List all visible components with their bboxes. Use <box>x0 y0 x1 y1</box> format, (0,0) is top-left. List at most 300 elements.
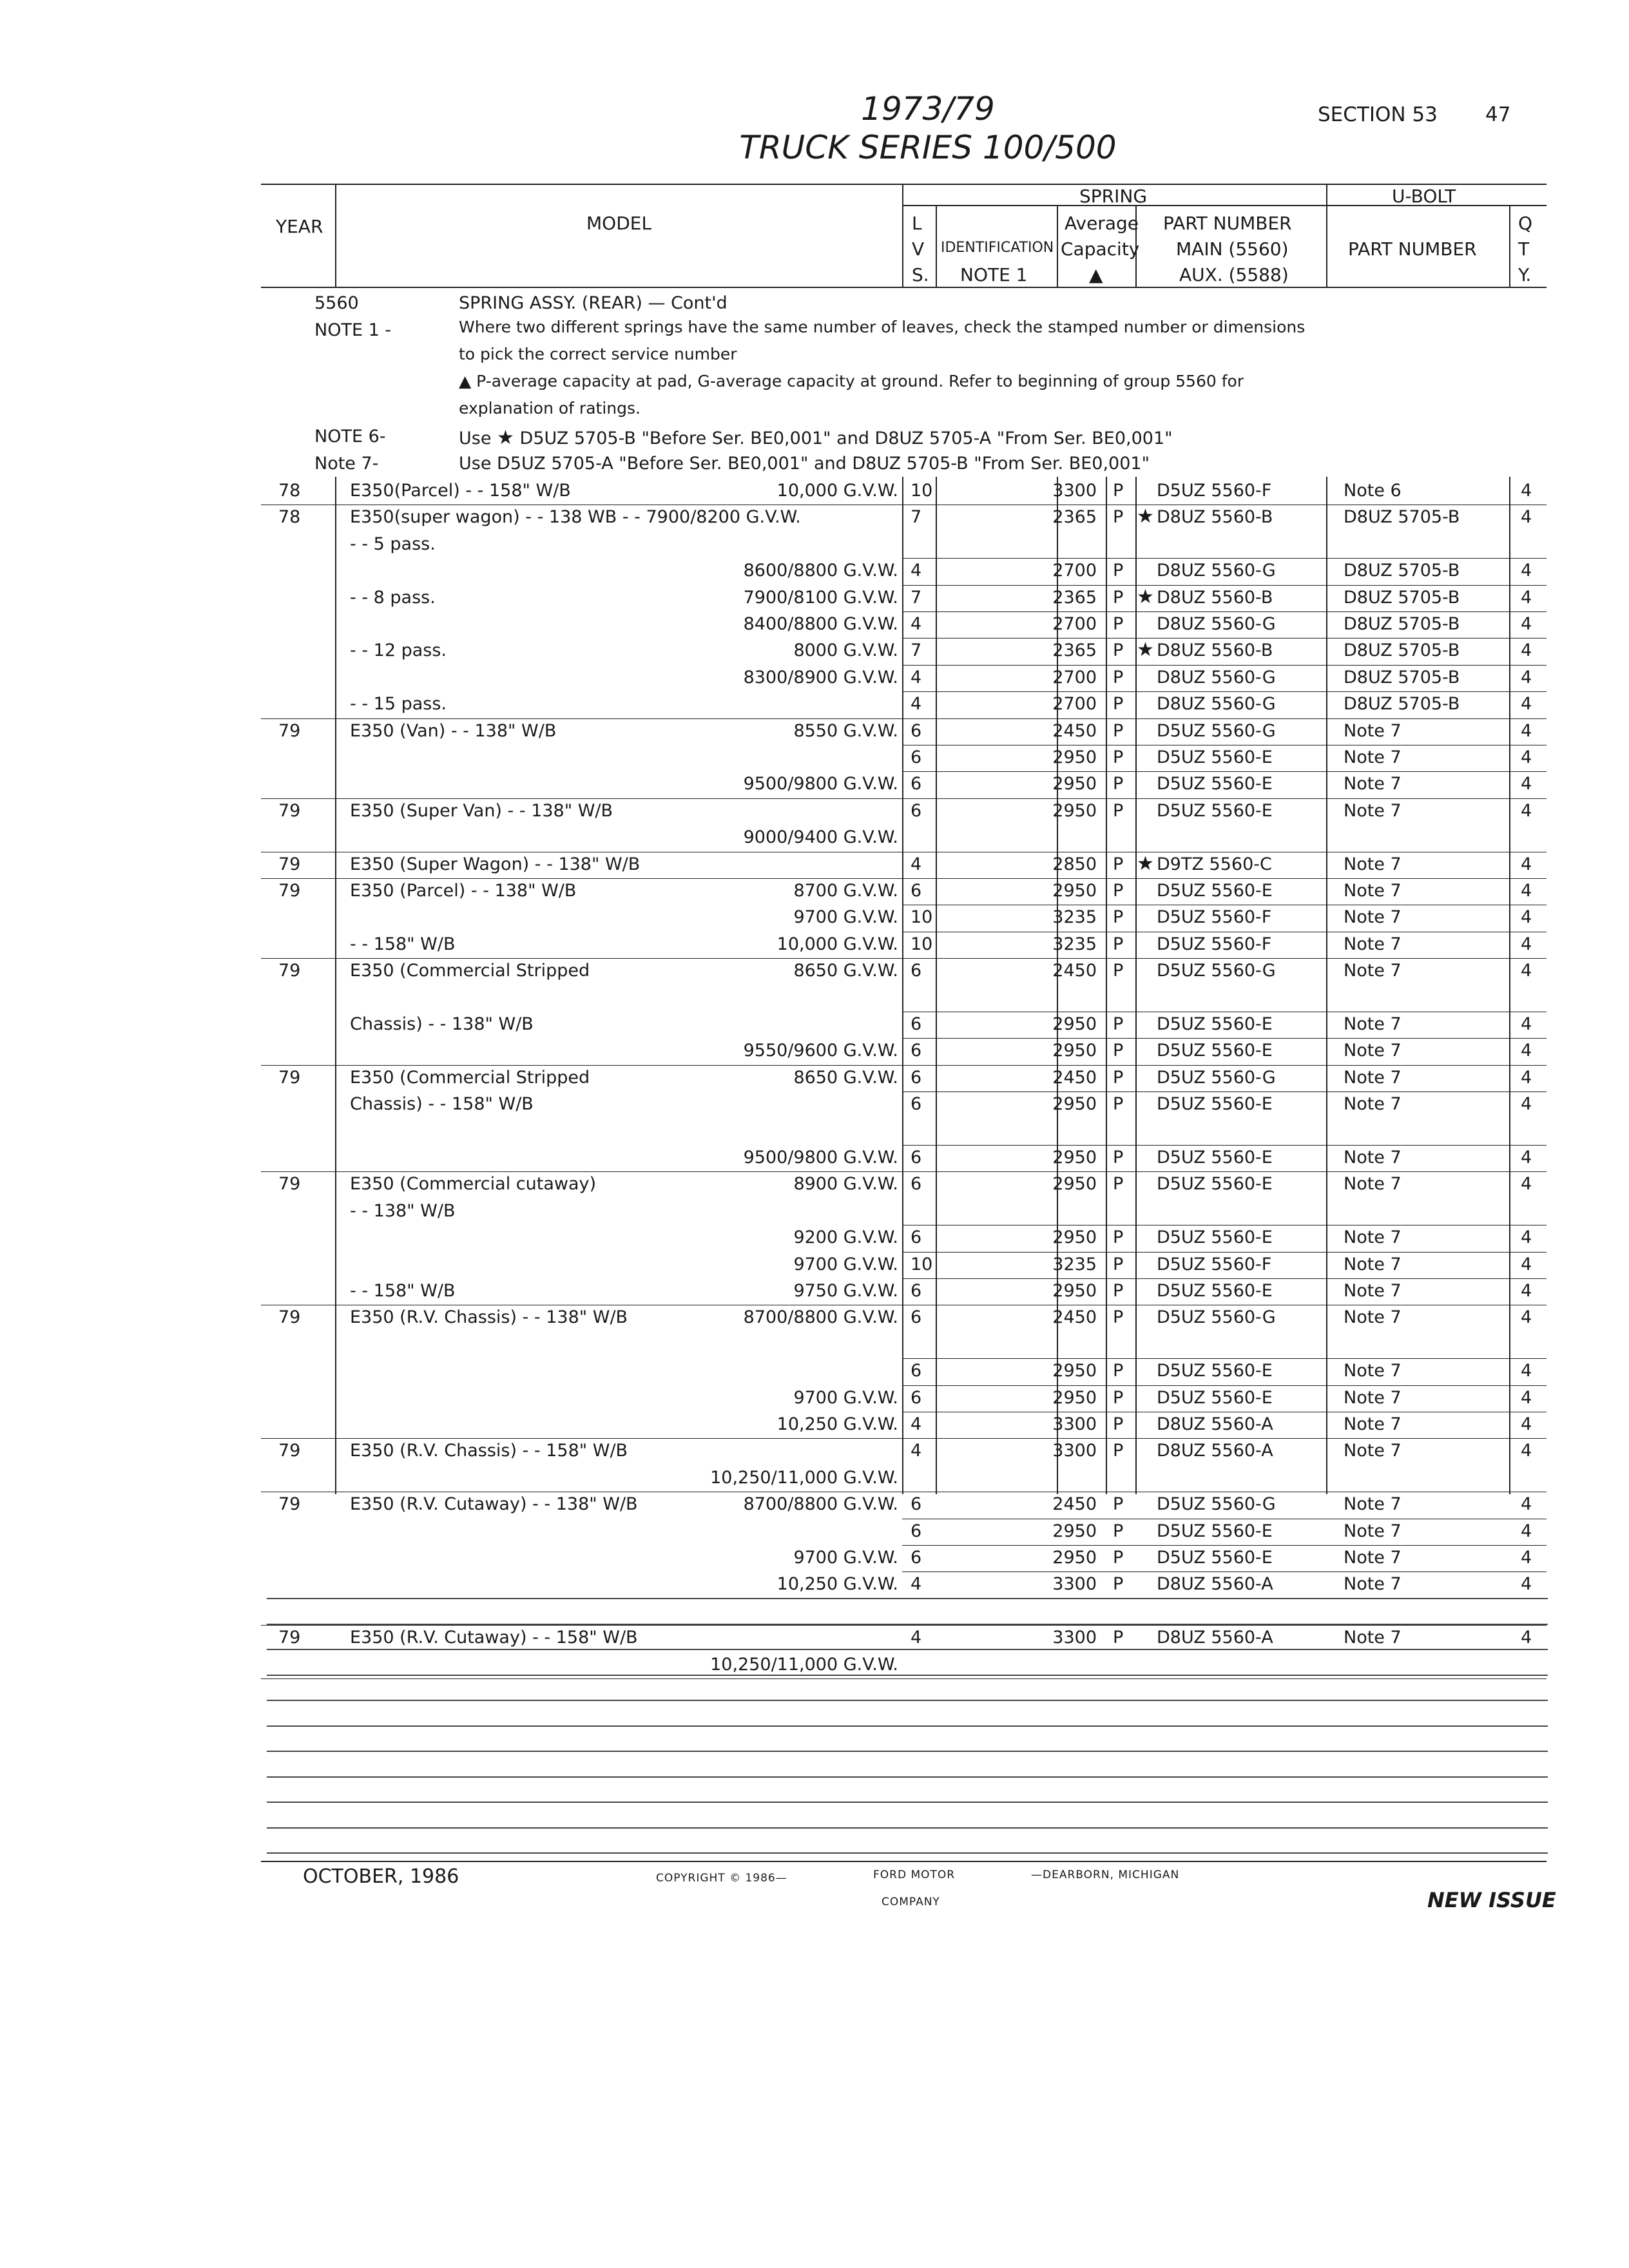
note1-line-1: Where two different springs have the same number of leaves, check the stamped number or dimensions <box>459 318 1306 336</box>
note6-line <box>459 427 1173 449</box>
note1-header: NOTE 1 <box>960 264 1028 285</box>
ubolt-part-cell: Note 7 <box>1344 720 1402 741</box>
qty-cell: 4 <box>1521 694 1532 715</box>
year-cell: 78 <box>278 507 301 528</box>
capacity-cell: 2700 <box>1052 694 1097 715</box>
gvw-cell: 9700 G.V.W. <box>793 907 898 928</box>
average-header: Average <box>1065 213 1139 234</box>
gvw-cell: 10,250 G.V.W. <box>776 1574 898 1595</box>
capacity-cell: 2950 <box>1052 1014 1097 1034</box>
capacity-cell: 2950 <box>1052 1281 1097 1301</box>
capacity-cell: 2700 <box>1052 561 1097 581</box>
gvw-cell: 8600/8800 G.V.W. <box>743 561 898 581</box>
part-number-cell: D5UZ 5560-E <box>1157 1174 1273 1195</box>
rating-cell: P <box>1113 934 1124 954</box>
rating-cell: P <box>1113 854 1124 874</box>
ubolt-part-cell: Note 7 <box>1344 800 1402 821</box>
year-cell: 79 <box>278 720 301 741</box>
model-cell: E350 (R.V. Chassis) - - 158" W/B <box>350 1441 628 1461</box>
ubolt-part-cell: D8UZ 5705-B <box>1344 587 1460 608</box>
ubolt-part-cell: Note 7 <box>1344 961 1402 981</box>
gvw-cell: 8300/8900 G.V.W. <box>743 667 898 687</box>
leaves-cell: 4 <box>911 667 922 687</box>
rating-cell: P <box>1113 747 1124 767</box>
qty-cell: 4 <box>1521 747 1532 767</box>
leaves-cell: 6 <box>911 1067 922 1088</box>
ubolt-part-cell: Note 7 <box>1344 1094 1402 1115</box>
gvw-cell: 8700/8800 G.V.W. <box>743 1494 898 1515</box>
footer-company-1: FORD MOTOR <box>873 1869 956 1881</box>
note6-text: D5UZ 5705-B "Before Ser. BE0,001" and D8UZ 5705-A "From Ser. BE0,001" <box>519 428 1173 448</box>
leaves-cell: 4 <box>911 1414 922 1434</box>
ubolt-part-cell: Note 7 <box>1344 1574 1402 1595</box>
capacity-cell: 2365 <box>1052 587 1097 608</box>
note7-label: Note 7- <box>314 454 379 474</box>
part-number-cell: D8UZ 5560-A <box>1157 1628 1273 1648</box>
rating-cell: P <box>1113 800 1124 821</box>
leaves-cell: 6 <box>911 1494 922 1515</box>
leaves-cell: 6 <box>911 961 922 981</box>
qty-cell: 4 <box>1521 1574 1532 1595</box>
qty-cell: 4 <box>1521 1174 1532 1195</box>
rating-cell: P <box>1113 1521 1124 1541</box>
leaves-cell: 6 <box>911 800 922 821</box>
part-number-cell: D5UZ 5560-G <box>1157 1307 1276 1328</box>
rating-cell: P <box>1113 614 1124 634</box>
qty-cell: 4 <box>1521 561 1532 581</box>
rating-cell: P <box>1113 1041 1124 1061</box>
part-number-cell: D5UZ 5560-G <box>1157 1494 1276 1515</box>
part-number-cell: D5UZ 5560-F <box>1157 907 1272 928</box>
rating-cell: P <box>1113 961 1124 981</box>
part-number-cell: D5UZ 5560-F <box>1157 934 1272 954</box>
ubolt-part-cell: Note 7 <box>1344 1628 1402 1648</box>
qty-cell: 4 <box>1521 587 1532 608</box>
ubolt-part-cell: Note 7 <box>1344 881 1402 901</box>
capacity-cell: 2950 <box>1052 1148 1097 1168</box>
ubolt-part-cell: Note 7 <box>1344 1148 1402 1168</box>
model-cell: E350 (Commercial Stripped <box>350 1067 590 1088</box>
capacity-cell: 2450 <box>1052 1307 1097 1328</box>
model-cell: - - 158" W/B <box>350 934 456 954</box>
qty-cell: 4 <box>1521 640 1532 661</box>
rating-cell: P <box>1113 1387 1124 1408</box>
part-number-cell: D8UZ 5560-G <box>1157 694 1276 715</box>
qty-header-q: Q <box>1518 213 1533 234</box>
qty-cell: 4 <box>1521 1307 1532 1328</box>
rating-cell: P <box>1113 1148 1124 1168</box>
gvw-cell: 10,250/11,000 G.V.W. <box>710 1654 898 1675</box>
qty-cell: 4 <box>1521 1414 1532 1434</box>
ubolt-part-cell: D8UZ 5705-B <box>1344 561 1460 581</box>
gvw-cell: 9700 G.V.W. <box>793 1387 898 1408</box>
capacity-cell: 3235 <box>1052 1254 1097 1274</box>
qty-cell: 4 <box>1521 934 1532 954</box>
leaves-cell: 4 <box>911 694 922 715</box>
leaves-cell: 6 <box>911 1521 922 1541</box>
rating-cell: P <box>1113 507 1124 528</box>
year-cell: 78 <box>278 481 301 501</box>
part-number-cell: D8UZ 5560-B <box>1157 587 1273 608</box>
part-number-cell: D9TZ 5560-C <box>1157 854 1272 874</box>
model-cell: E350(super wagon) - - 138 WB - - 7900/8200 G.V.W. <box>350 507 801 528</box>
leaves-cell: 6 <box>911 1148 922 1168</box>
part-number-cell: D5UZ 5560-E <box>1157 1281 1273 1301</box>
group-code: 5560 <box>314 293 359 313</box>
qty-cell: 4 <box>1521 881 1532 901</box>
part-number-cell: D5UZ 5560-E <box>1157 1041 1273 1061</box>
ubolt-part-cell: Note 7 <box>1344 1254 1402 1274</box>
part-number-cell: D5UZ 5560-E <box>1157 1148 1273 1168</box>
gvw-cell: 8550 G.V.W. <box>793 720 898 741</box>
note1-line-4: explanation of ratings. <box>459 399 641 418</box>
leaves-cell: 7 <box>911 587 922 608</box>
leaves-cell: 4 <box>911 1441 922 1461</box>
model-cell: E350(Parcel) - - 158" W/B <box>350 481 571 501</box>
gvw-cell: 10,000 G.V.W. <box>776 934 898 954</box>
leaves-cell: 6 <box>911 1307 922 1328</box>
ubolt-part-cell: Note 7 <box>1344 1174 1402 1195</box>
capacity-cell: 2450 <box>1052 961 1097 981</box>
part-number-cell: D5UZ 5560-E <box>1157 1094 1273 1115</box>
capacity-cell: 2950 <box>1052 800 1097 821</box>
leaves-cell: 6 <box>911 774 922 794</box>
capacity-cell: 3300 <box>1052 481 1097 501</box>
model-cell: E350 (Super Van) - - 138" W/B <box>350 800 613 821</box>
rating-cell: P <box>1113 1014 1124 1034</box>
ubolt-part-cell: Note 7 <box>1344 1307 1402 1328</box>
part-number-cell: D5UZ 5560-E <box>1157 774 1273 794</box>
note6-label: NOTE 6- <box>314 427 386 447</box>
part-number-cell: D5UZ 5560-E <box>1157 1361 1273 1381</box>
spring-header: SPRING <box>1079 186 1148 207</box>
capacity-cell: 3300 <box>1052 1574 1097 1595</box>
qty-cell: 4 <box>1521 854 1532 874</box>
gvw-cell: 7900/8100 G.V.W. <box>743 587 898 608</box>
gvw-cell: 9700 G.V.W. <box>793 1254 898 1274</box>
footer-date: OCTOBER, 1986 <box>303 1865 459 1888</box>
capacity-cell: 2365 <box>1052 507 1097 528</box>
rating-cell: P <box>1113 907 1124 928</box>
star-icon: ★ <box>1137 505 1154 528</box>
part-number-cell: D5UZ 5560-E <box>1157 800 1273 821</box>
leaves-cell: 6 <box>911 1094 922 1115</box>
model-cell: E350 (R.V. Chassis) - - 138" W/B <box>350 1307 628 1328</box>
rating-cell: P <box>1113 1227 1124 1248</box>
model-cell: Chassis) - - 138" W/B <box>350 1014 534 1034</box>
capacity-header: Capacity <box>1061 238 1140 260</box>
part-number-cell: D8UZ 5560-A <box>1157 1574 1273 1595</box>
qty-cell: 4 <box>1521 1254 1532 1274</box>
gvw-cell: 10,000 G.V.W. <box>776 481 898 501</box>
rating-cell: P <box>1113 1361 1124 1381</box>
qty-cell: 4 <box>1521 1441 1532 1461</box>
gvw-cell: 8650 G.V.W. <box>793 1067 898 1088</box>
ubolt-part-cell: Note 7 <box>1344 1067 1402 1088</box>
identification-header: IDENTIFICATION <box>941 240 1054 256</box>
leaves-cell: 10 <box>911 1254 933 1274</box>
capacity-cell: 3235 <box>1052 907 1097 928</box>
leaves-cell: 4 <box>911 614 922 634</box>
qty-cell: 4 <box>1521 1628 1532 1648</box>
note7-text: Use D5UZ 5705-A "Before Ser. BE0,001" and D8UZ 5705-B "From Ser. BE0,001" <box>459 454 1150 474</box>
leaves-cell: 6 <box>911 1014 922 1034</box>
leaves-cell: 6 <box>911 1361 922 1381</box>
qty-header-y: Y. <box>1518 264 1532 285</box>
title-line-1: 1973/79 <box>861 90 995 128</box>
leaves-cell: 10 <box>911 934 933 954</box>
leaves-cell: 6 <box>911 720 922 741</box>
ubolt-part-cell: Note 7 <box>1344 1521 1402 1541</box>
ubolt-part-cell: Note 7 <box>1344 1361 1402 1381</box>
note1-label: NOTE 1 - <box>314 320 392 340</box>
gvw-cell: 8700 G.V.W. <box>793 881 898 901</box>
capacity-cell: 2950 <box>1052 1174 1097 1195</box>
model-cell: E350 (Super Wagon) - - 138" W/B <box>350 854 641 874</box>
ubolt-part-header: PART NUMBER <box>1348 238 1477 260</box>
leaves-cell: 6 <box>911 1387 922 1408</box>
qty-cell: 4 <box>1521 1494 1532 1515</box>
qty-cell: 4 <box>1521 800 1532 821</box>
ubolt-part-cell: Note 7 <box>1344 907 1402 928</box>
status-badge: NEW ISSUE <box>1427 1888 1556 1912</box>
star-icon: ★ <box>1137 852 1154 875</box>
qty-cell: 4 <box>1521 774 1532 794</box>
model-header: MODEL <box>586 213 652 234</box>
model-subline-cell: - - 5 pass. <box>350 533 436 554</box>
gvw-cell: 9500/9800 G.V.W. <box>743 774 898 794</box>
capacity-cell: 2450 <box>1052 1067 1097 1088</box>
leaves-cell: 6 <box>911 1174 922 1195</box>
leaves-cell: 4 <box>911 854 922 874</box>
leaves-cell: 6 <box>911 747 922 767</box>
qty-cell: 4 <box>1521 1361 1532 1381</box>
rating-cell: P <box>1113 1574 1124 1595</box>
star-icon: ★ <box>1137 639 1154 662</box>
rating-cell: P <box>1113 481 1124 501</box>
gvw-cell: 8000 G.V.W. <box>793 640 898 661</box>
ubolt-part-cell: Note 7 <box>1344 1281 1402 1301</box>
qty-cell: 4 <box>1521 961 1532 981</box>
rating-cell: P <box>1113 1548 1124 1568</box>
qty-cell: 4 <box>1521 507 1532 528</box>
footer-location: —DEARBORN, MICHIGAN <box>1031 1869 1180 1881</box>
gvw-cell: 8700/8800 G.V.W. <box>743 1307 898 1328</box>
ubolt-part-cell: Note 7 <box>1344 854 1402 874</box>
model-cell: E350 (R.V. Cutaway) - - 138" W/B <box>350 1494 638 1515</box>
aux-header: AUX. (5588) <box>1179 264 1289 285</box>
rating-cell: P <box>1113 881 1124 901</box>
year-header: YEAR <box>276 216 323 237</box>
qty-header-t: T <box>1518 238 1530 260</box>
part-number-cell: D8UZ 5560-B <box>1157 640 1273 661</box>
part-number-cell: D5UZ 5560-G <box>1157 720 1276 741</box>
ubolt-part-cell: D8UZ 5705-B <box>1344 507 1460 528</box>
qty-cell: 4 <box>1521 1067 1532 1088</box>
model-cell: E350 (R.V. Cutaway) - - 158" W/B <box>350 1628 638 1648</box>
leaves-cell: 10 <box>911 907 933 928</box>
part-number-cell: D5UZ 5560-F <box>1157 1254 1272 1274</box>
leaves-cell: 7 <box>911 507 922 528</box>
lvs-header-v: V <box>912 238 925 260</box>
star-icon: ★ <box>1137 585 1154 608</box>
title-line-2: TRUCK SERIES 100/500 <box>739 129 1117 166</box>
year-cell: 79 <box>278 800 301 821</box>
rating-cell: P <box>1113 720 1124 741</box>
part-number-cell: D5UZ 5560-E <box>1157 1227 1273 1248</box>
year-cell: 79 <box>278 1307 301 1328</box>
model-cell: - - 8 pass. <box>350 587 436 608</box>
leaves-cell: 10 <box>911 481 933 501</box>
note1-line-3: ▲ P-average capacity at pad, G-average capacity at ground. Refer to beginning of group 5560 for <box>459 372 1244 390</box>
leaves-cell: 4 <box>911 1574 922 1595</box>
model-cell: E350 (Parcel) - - 138" W/B <box>350 881 577 901</box>
rating-cell: P <box>1113 1628 1124 1648</box>
year-cell: 79 <box>278 1441 301 1461</box>
qty-cell: 4 <box>1521 1387 1532 1408</box>
year-cell: 79 <box>278 881 301 901</box>
model-cell: - - 158" W/B <box>350 1281 456 1301</box>
gvw-cell: 9500/9800 G.V.W. <box>743 1148 898 1168</box>
qty-cell: 4 <box>1521 667 1532 687</box>
note1-line-2: to pick the correct service number <box>459 345 737 363</box>
part-number-cell: D5UZ 5560-F <box>1157 481 1272 501</box>
capacity-cell: 2950 <box>1052 1548 1097 1568</box>
gvw-cell: 9750 G.V.W. <box>793 1281 898 1301</box>
ubolt-part-cell: Note 7 <box>1344 1494 1402 1515</box>
model-cell: E350 (Van) - - 138" W/B <box>350 720 557 741</box>
leaves-cell: 6 <box>911 1041 922 1061</box>
rating-cell: P <box>1113 640 1124 661</box>
gvw-cell: 8650 G.V.W. <box>793 961 898 981</box>
capacity-cell: 2850 <box>1052 854 1097 874</box>
ubolt-part-cell: Note 7 <box>1344 774 1402 794</box>
qty-cell: 4 <box>1521 1281 1532 1301</box>
rating-cell: P <box>1113 694 1124 715</box>
lvs-header-s: S. <box>912 264 929 285</box>
capacity-cell: 2950 <box>1052 881 1097 901</box>
capacity-cell: 2700 <box>1052 614 1097 634</box>
gvw-cell: 8400/8800 G.V.W. <box>743 614 898 634</box>
capacity-cell: 2950 <box>1052 1521 1097 1541</box>
rating-cell: P <box>1113 774 1124 794</box>
rating-cell: P <box>1113 1414 1124 1434</box>
note6-use: Use <box>459 428 492 448</box>
capacity-cell: 2365 <box>1052 640 1097 661</box>
leaves-cell: 6 <box>911 881 922 901</box>
year-cell: 79 <box>278 961 301 981</box>
capacity-cell: 3300 <box>1052 1441 1097 1461</box>
triangle-icon: ▲ <box>1089 264 1103 285</box>
model-cell: E350 (Commercial Stripped <box>350 961 590 981</box>
rating-cell: P <box>1113 1067 1124 1088</box>
gvw-cell: 8900 G.V.W. <box>793 1174 898 1195</box>
part-number-cell: D5UZ 5560-G <box>1157 1067 1276 1088</box>
star-icon: ★ <box>497 427 514 449</box>
capacity-cell: 2700 <box>1052 667 1097 687</box>
ubolt-header: U-BOLT <box>1392 186 1456 207</box>
rating-cell: P <box>1113 1254 1124 1274</box>
page-number: 47 <box>1485 103 1511 126</box>
ubolt-part-cell: Note 6 <box>1344 481 1402 501</box>
leaves-cell: 6 <box>911 1548 922 1568</box>
leaves-cell: 7 <box>911 640 922 661</box>
ubolt-part-cell: D8UZ 5705-B <box>1344 614 1460 634</box>
rating-cell: P <box>1113 1094 1124 1115</box>
part-number-cell: D8UZ 5560-G <box>1157 667 1276 687</box>
qty-cell: 4 <box>1521 720 1532 741</box>
rating-cell: P <box>1113 1441 1124 1461</box>
ubolt-part-cell: Note 7 <box>1344 1014 1402 1034</box>
leaves-cell: 4 <box>911 561 922 581</box>
year-cell: 79 <box>278 1174 301 1195</box>
model-cell: - - 15 pass. <box>350 694 447 715</box>
rating-cell: P <box>1113 561 1124 581</box>
ubolt-part-cell: Note 7 <box>1344 1548 1402 1568</box>
gvw-cell: 9000/9400 G.V.W. <box>743 827 898 848</box>
ubolt-part-cell: Note 7 <box>1344 1441 1402 1461</box>
qty-cell: 4 <box>1521 1041 1532 1061</box>
part-number-cell: D8UZ 5560-G <box>1157 561 1276 581</box>
rating-cell: P <box>1113 1307 1124 1328</box>
part-number-cell: D5UZ 5560-E <box>1157 1548 1273 1568</box>
part-number-cell: D5UZ 5560-G <box>1157 961 1276 981</box>
qty-cell: 4 <box>1521 1014 1532 1034</box>
part-number-header: PART NUMBER <box>1163 213 1292 234</box>
lvs-header-l: L <box>912 213 922 234</box>
rating-cell: P <box>1113 667 1124 687</box>
model-subline-cell: - - 138" W/B <box>350 1200 456 1221</box>
leaves-cell: 6 <box>911 1227 922 1248</box>
model-cell: E350 (Commercial cutaway) <box>350 1174 597 1195</box>
gvw-cell: 10,250/11,000 G.V.W. <box>710 1467 898 1488</box>
leaves-cell: 4 <box>911 1628 922 1648</box>
group-title: SPRING ASSY. (REAR) — Cont'd <box>459 293 728 313</box>
section-label: SECTION 53 <box>1318 103 1438 126</box>
qty-cell: 4 <box>1521 1521 1532 1541</box>
part-number-cell: D5UZ 5560-E <box>1157 747 1273 767</box>
gvw-cell: 9200 G.V.W. <box>793 1227 898 1248</box>
year-cell: 79 <box>278 1494 301 1515</box>
capacity-cell: 3300 <box>1052 1628 1097 1648</box>
rating-cell: P <box>1113 1494 1124 1515</box>
part-number-cell: D5UZ 5560-E <box>1157 1521 1273 1541</box>
capacity-cell: 2950 <box>1052 1094 1097 1115</box>
ubolt-part-cell: Note 7 <box>1344 1041 1402 1061</box>
capacity-cell: 2950 <box>1052 747 1097 767</box>
ubolt-part-cell: D8UZ 5705-B <box>1344 640 1460 661</box>
qty-cell: 4 <box>1521 1148 1532 1168</box>
ubolt-part-cell: D8UZ 5705-B <box>1344 667 1460 687</box>
model-cell: Chassis) - - 158" W/B <box>350 1094 534 1115</box>
capacity-cell: 2450 <box>1052 720 1097 741</box>
model-cell: - - 12 pass. <box>350 640 447 661</box>
part-number-cell: D8UZ 5560-A <box>1157 1441 1273 1461</box>
capacity-cell: 3300 <box>1052 1414 1097 1434</box>
capacity-cell: 2950 <box>1052 1387 1097 1408</box>
gvw-cell: 9700 G.V.W. <box>793 1548 898 1568</box>
qty-cell: 4 <box>1521 907 1532 928</box>
part-number-cell: D5UZ 5560-E <box>1157 881 1273 901</box>
ubolt-part-cell: Note 7 <box>1344 1387 1402 1408</box>
part-number-cell: D5UZ 5560-E <box>1157 1014 1273 1034</box>
capacity-cell: 2450 <box>1052 1494 1097 1515</box>
ubolt-part-cell: Note 7 <box>1344 1414 1402 1434</box>
leaves-cell: 6 <box>911 1281 922 1301</box>
year-cell: 79 <box>278 854 301 874</box>
rating-cell: P <box>1113 1174 1124 1195</box>
ubolt-part-cell: Note 7 <box>1344 934 1402 954</box>
